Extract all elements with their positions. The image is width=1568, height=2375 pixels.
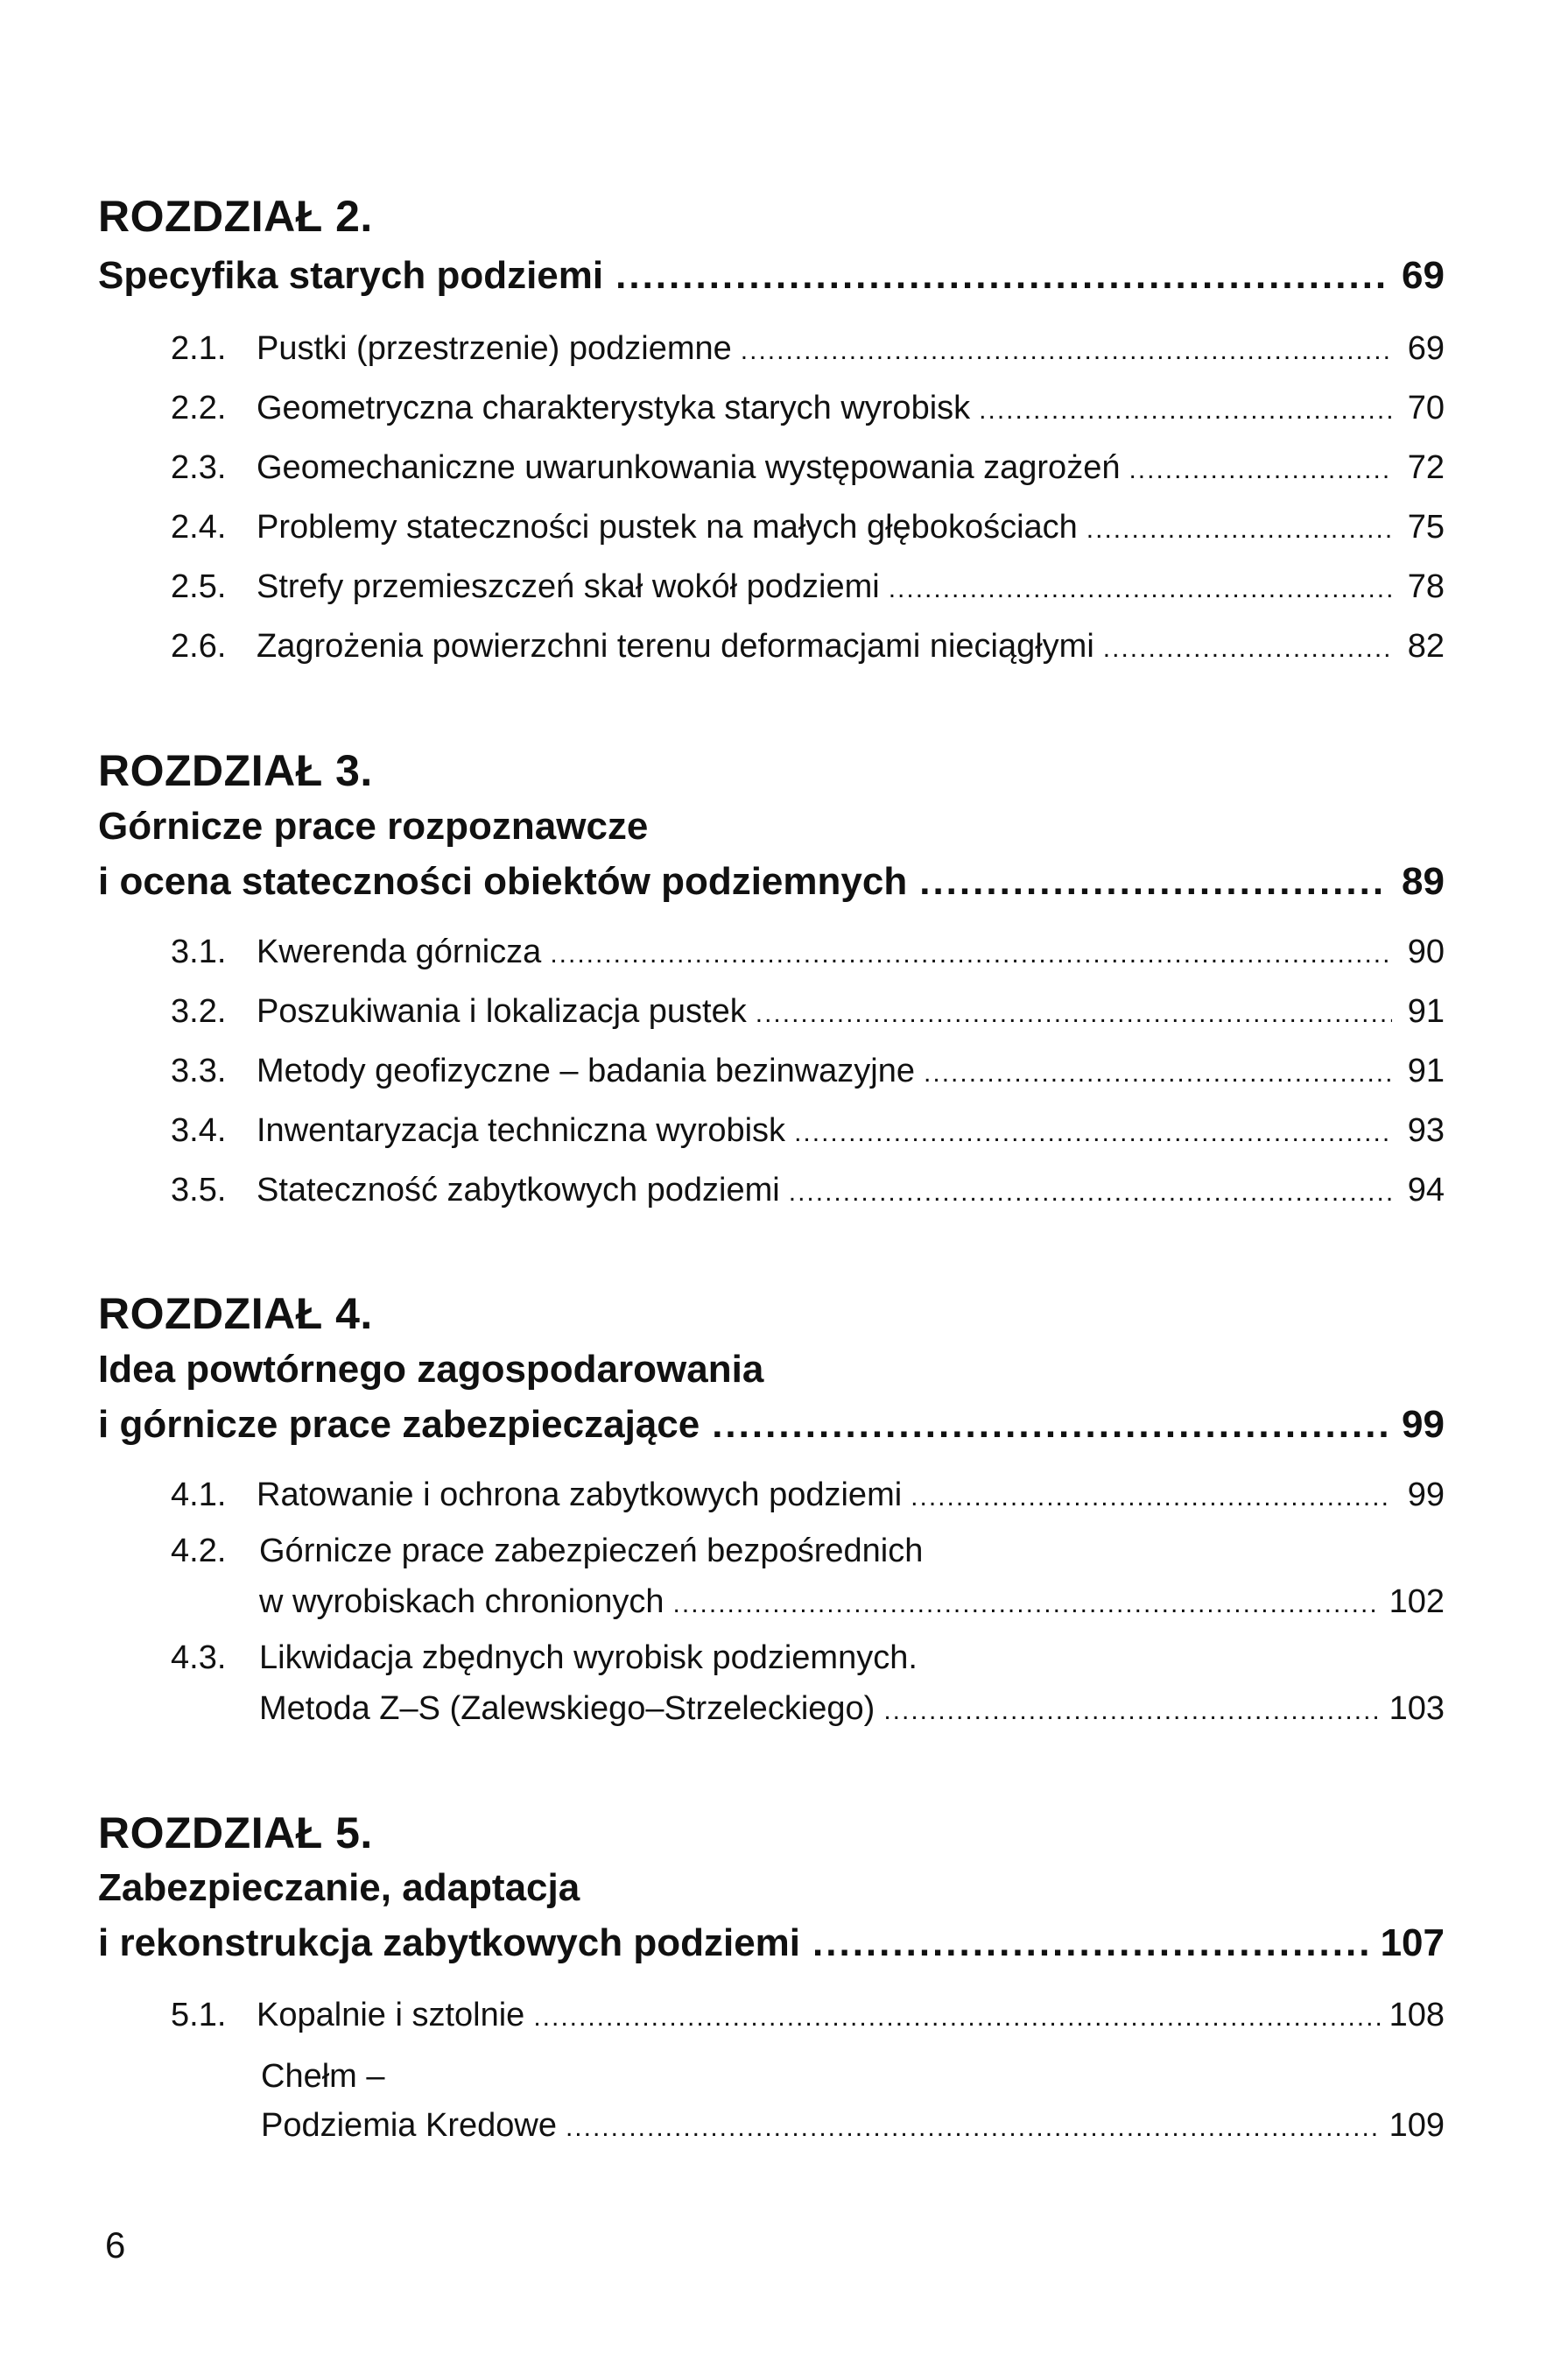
dot-leader xyxy=(615,254,1389,298)
section-page: 78 xyxy=(1407,568,1445,605)
section-page: 109 xyxy=(1389,2107,1445,2144)
section-title: Inwentaryzacja techniczna wyrobisk xyxy=(257,1112,786,1149)
section-number: 4.2. xyxy=(171,1533,227,1569)
chapter-4-title-line1: Idea powtórnego zagospodarowania xyxy=(98,1348,764,1391)
toc-entry[interactable] xyxy=(171,1172,1445,1209)
section-title: Strefy przemieszczeń skał wokół podziemi xyxy=(257,568,880,605)
toc-entry[interactable] xyxy=(171,509,1445,546)
section-number: 3.4. xyxy=(171,1112,227,1149)
dot-leader xyxy=(924,1053,1392,1090)
section-number: 2.6. xyxy=(171,628,227,665)
dot-leader xyxy=(550,934,1392,971)
section-number: 3.3. xyxy=(171,1053,227,1089)
toc-entry[interactable] xyxy=(171,330,1445,368)
section-title: Poszukiwania i lokalizacja pustek xyxy=(257,993,747,1030)
section-title: Metody geofizyczne – badania bezinwazyjne xyxy=(257,1053,916,1089)
toc-entry[interactable] xyxy=(171,449,1445,487)
toc-entry[interactable] xyxy=(171,1997,1445,2034)
chapter-3-heading: ROZDZIAŁ 3. xyxy=(98,746,373,795)
dot-leader xyxy=(812,1921,1368,1965)
toc-entry[interactable] xyxy=(171,993,1445,1031)
subsection-title-line2: Podziemia Kredowe xyxy=(261,2107,557,2144)
dot-leader xyxy=(673,1583,1381,1621)
section-page: 72 xyxy=(1407,449,1445,486)
toc-entry[interactable] xyxy=(171,1053,1445,1090)
chapter-5-title-line1: Zabezpieczanie, adaptacja xyxy=(98,1866,580,1909)
section-title-line2: Metoda Z–S (Zalewskiego–Strzeleckiego) xyxy=(259,1690,875,1727)
section-number: 3.1. xyxy=(171,934,227,970)
section-title: Geometryczna charakterystyka starych wyrobisk xyxy=(257,390,971,426)
section-page: 94 xyxy=(1407,1172,1445,1209)
dot-leader xyxy=(566,2107,1381,2145)
toc-entry[interactable] xyxy=(259,1690,1445,1728)
chapter-5-title-row[interactable] xyxy=(98,1921,1445,1965)
section-title-line1: Górnicze prace zabezpieczeń bezpośrednich xyxy=(259,1533,924,1569)
dot-leader xyxy=(889,568,1392,606)
chapter-3-page: 89 xyxy=(1402,860,1445,903)
chapter-3-title-line1: Górnicze prace rozpoznawcze xyxy=(98,805,649,848)
section-title: Stateczność zabytkowych podziemi xyxy=(257,1172,780,1209)
dot-leader xyxy=(1129,449,1392,487)
section-title: Kopalnie i sztolnie xyxy=(257,1997,525,2033)
section-page: 91 xyxy=(1407,1053,1445,1089)
section-number: 3.2. xyxy=(171,993,227,1030)
dot-leader xyxy=(756,993,1392,1031)
dot-leader xyxy=(919,860,1389,904)
chapter-2-title: Specyfika starych podziemi xyxy=(98,254,604,297)
chapter-2-heading: ROZDZIAŁ 2. xyxy=(98,192,373,241)
dot-leader xyxy=(533,1997,1380,2034)
section-number: 2.3. xyxy=(171,449,227,486)
section-number: 3.5. xyxy=(171,1172,227,1209)
chapter-5-heading: ROZDZIAŁ 5. xyxy=(98,1808,373,1857)
dot-leader xyxy=(979,390,1392,427)
dot-leader xyxy=(741,330,1392,368)
dot-leader xyxy=(1103,628,1392,666)
chapter-3-title-row[interactable] xyxy=(98,860,1445,904)
toc-entry[interactable] xyxy=(171,1112,1445,1150)
section-page: 91 xyxy=(1407,993,1445,1030)
section-page: 93 xyxy=(1407,1112,1445,1149)
section-title: Geomechaniczne uwarunkowania występowania zagrożeń xyxy=(257,449,1121,486)
chapter-2-page: 69 xyxy=(1402,254,1445,297)
page-number: 6 xyxy=(105,2224,126,2266)
toc-entry[interactable] xyxy=(171,390,1445,427)
chapter-3-title-line2: i ocena stateczności obiektów podziemnych xyxy=(98,860,908,903)
chapter-4-heading: ROZDZIAŁ 4. xyxy=(98,1289,373,1338)
chapter-2-title-row[interactable] xyxy=(98,254,1445,298)
section-title: Problemy stateczności pustek na małych głębokościach xyxy=(257,509,1078,546)
section-page: 75 xyxy=(1407,509,1445,546)
section-number: 4.3. xyxy=(171,1639,227,1676)
chapter-4-title-line2: i górnicze prace zabezpieczające xyxy=(98,1403,700,1446)
toc-entry[interactable] xyxy=(171,934,1445,971)
section-number: 2.4. xyxy=(171,509,227,546)
section-page: 108 xyxy=(1389,1997,1445,2033)
dot-leader xyxy=(1086,509,1392,546)
section-title: Kwerenda górnicza xyxy=(257,934,542,970)
section-page: 102 xyxy=(1389,1583,1445,1620)
toc-entry[interactable] xyxy=(171,628,1445,666)
toc-entry[interactable] xyxy=(171,1476,1445,1514)
section-title: Ratowanie i ochrona zabytkowych podziemi xyxy=(257,1476,903,1513)
chapter-4-title-row[interactable] xyxy=(98,1403,1445,1447)
subsection-title-line1: Chełm – xyxy=(261,2058,385,2095)
section-number: 2.5. xyxy=(171,568,227,605)
chapter-4-page: 99 xyxy=(1402,1403,1445,1446)
section-number: 4.1. xyxy=(171,1476,227,1513)
section-title-line1: Likwidacja zbędnych wyrobisk podziemnych. xyxy=(259,1639,918,1676)
toc-entry[interactable] xyxy=(171,568,1445,606)
section-page: 90 xyxy=(1407,934,1445,970)
dot-leader xyxy=(712,1403,1389,1447)
section-title: Pustki (przestrzenie) podziemne xyxy=(257,330,732,367)
dot-leader xyxy=(789,1172,1392,1209)
section-page: 70 xyxy=(1407,390,1445,426)
chapter-5-page: 107 xyxy=(1380,1921,1445,1964)
dot-leader xyxy=(794,1112,1392,1150)
section-number: 2.2. xyxy=(171,390,227,426)
section-title: Zagrożenia powierzchni terenu deformacjami nieciągłymi xyxy=(257,628,1094,665)
section-page: 99 xyxy=(1407,1476,1445,1513)
dot-leader xyxy=(911,1476,1392,1514)
section-number: 2.1. xyxy=(171,330,227,367)
chapter-5-title-line2: i rekonstrukcja zabytkowych podziemi xyxy=(98,1921,801,1964)
dot-leader xyxy=(883,1690,1380,1728)
section-title-line2: w wyrobiskach chronionych xyxy=(259,1583,664,1620)
section-page: 82 xyxy=(1407,628,1445,665)
toc-entry[interactable] xyxy=(259,1583,1445,1621)
section-page: 103 xyxy=(1389,1690,1445,1727)
toc-entry[interactable] xyxy=(261,2107,1445,2145)
section-page: 69 xyxy=(1407,330,1445,367)
section-number: 5.1. xyxy=(171,1997,227,2033)
